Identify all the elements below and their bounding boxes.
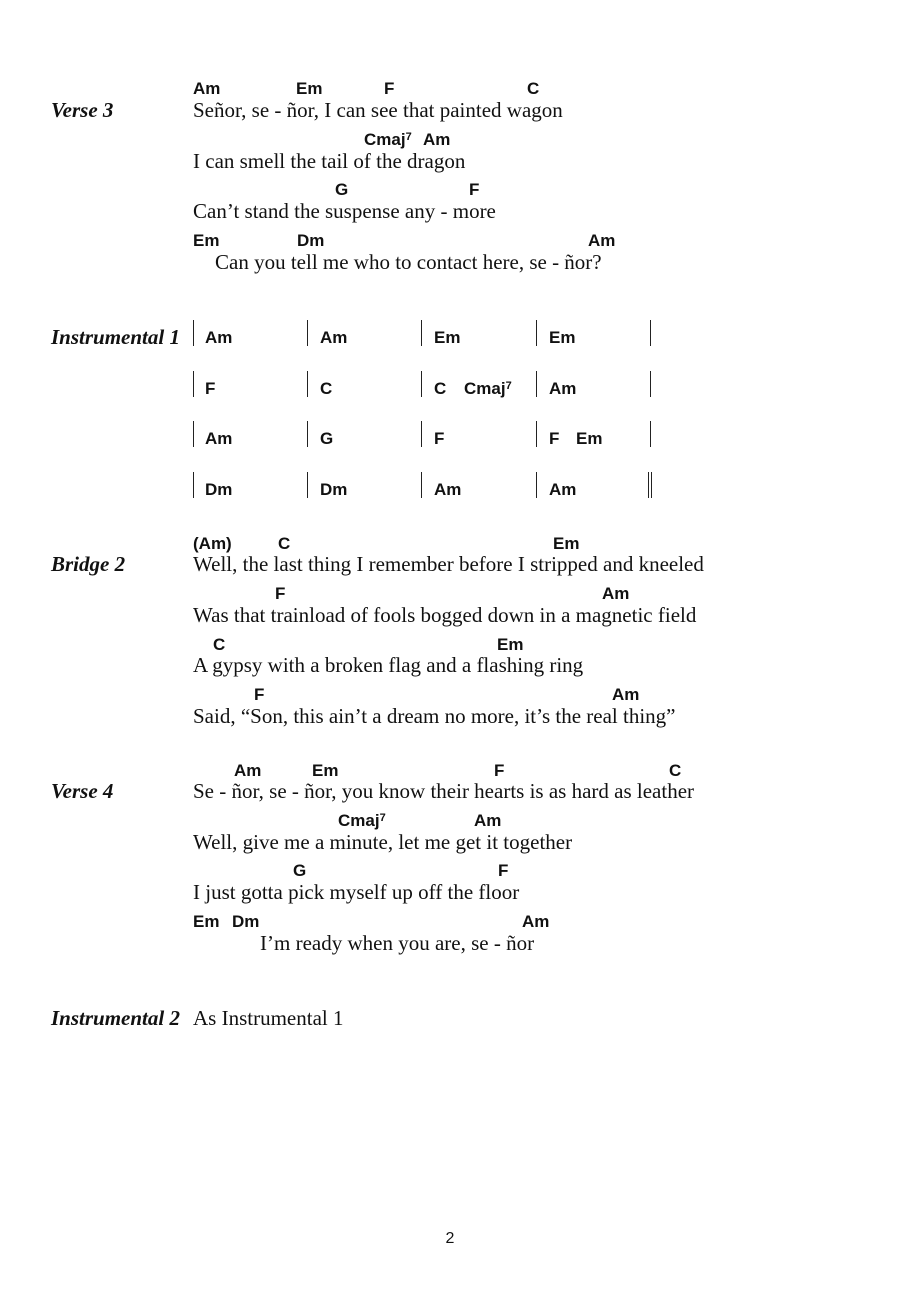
chord: Cmaj$^7$ [464, 379, 512, 398]
final-bar-line [648, 472, 649, 498]
chord: Em [434, 328, 461, 347]
bar-line [536, 421, 537, 447]
chord: Am [205, 429, 233, 448]
lyric-line: Can you tell me who to contact here, se - ñor? [215, 250, 602, 274]
chord: Em [296, 79, 323, 98]
chord: Em [576, 429, 603, 448]
chord: C [213, 635, 226, 654]
bar-line [421, 320, 422, 346]
chord: F [205, 379, 216, 398]
chord: Am [549, 480, 577, 499]
chord: Cmaj$^7$ [338, 811, 386, 830]
chord: Em [193, 912, 220, 931]
bar-line [536, 371, 537, 397]
chord: Am [320, 328, 348, 347]
chord: F [469, 180, 480, 199]
chord: F [434, 429, 445, 448]
chord: Am [423, 130, 451, 149]
lyric-line: I’m ready when you are, se - ñor [260, 931, 535, 955]
chord: Em [193, 231, 220, 250]
bar-line [421, 421, 422, 447]
bar-line [536, 472, 537, 498]
chord: F [275, 584, 286, 603]
chord: Am [205, 328, 233, 347]
lyric-line: Se - ñor, se - ñor, you know their hearts is as hard as leather [193, 779, 695, 803]
lyric-line: Well, the last thing I remember before I stripped and kneeled [193, 552, 704, 576]
chord: Am [474, 811, 502, 830]
section-label-verse-3: Verse 3 [51, 98, 114, 122]
lyric-line: Señor, se - ñor, I can see that painted wagon [193, 98, 563, 122]
chord: Em [497, 635, 524, 654]
chord: Am [612, 685, 640, 704]
bar-line [650, 371, 651, 397]
bar-line [307, 371, 308, 397]
lyric-line: Was that trainload of fools bogged down in a magnetic field [193, 603, 697, 627]
chord: F [494, 761, 505, 780]
bar-line [193, 320, 194, 346]
bar-line [421, 371, 422, 397]
bar-line [307, 421, 308, 447]
section-label-bridge-2: Bridge 2 [51, 552, 126, 576]
chord: C [527, 79, 540, 98]
instrumental-2-note: As Instrumental 1 [193, 1006, 344, 1030]
section-label-verse-4: Verse 4 [51, 779, 114, 803]
lyric-line: I can smell the tail of the dragon [193, 149, 466, 173]
chord: G [335, 180, 349, 199]
chord: C [320, 379, 333, 398]
bar-line [650, 421, 651, 447]
chord: Am [522, 912, 550, 931]
page-number: 2 [445, 1230, 455, 1247]
chord: F [498, 861, 509, 880]
chord: F [254, 685, 265, 704]
bar-line [193, 421, 194, 447]
chord: Cmaj$^7$ [364, 130, 412, 149]
chord: G [320, 429, 334, 448]
chord: C [278, 534, 291, 553]
chord: Am [234, 761, 262, 780]
chord: F [384, 79, 395, 98]
chord: Dm [297, 231, 325, 250]
chord: Dm [205, 480, 233, 499]
chord: G [293, 861, 307, 880]
chord: F [549, 429, 560, 448]
bar-line [193, 472, 194, 498]
section-label-instrumental-1: Instrumental 1 [51, 325, 180, 349]
lyric-line: A gypsy with a broken flag and a flashing ring [193, 653, 584, 677]
bar-line [193, 371, 194, 397]
chord: Am [602, 584, 630, 603]
chord: (Am) [193, 534, 232, 553]
chord: C [669, 761, 682, 780]
lyric-line: Can’t stand the suspense any - more [193, 199, 496, 223]
chord: C [434, 379, 447, 398]
lyric-line: I just gotta pick myself up off the floor [193, 880, 520, 904]
chord: Em [553, 534, 580, 553]
chord: Em [549, 328, 576, 347]
lyric-line: Well, give me a minute, let me get it together [193, 830, 573, 854]
chord: Am [549, 379, 577, 398]
chord: Am [193, 79, 221, 98]
bar-line [650, 320, 651, 346]
chord: Dm [320, 480, 348, 499]
chord: Am [588, 231, 616, 250]
chord: Em [312, 761, 339, 780]
lyric-line: Said, “Son, this ain’t a dream no more, it’s the real thing” [193, 704, 676, 728]
bar-line [421, 472, 422, 498]
section-label-instrumental-2: Instrumental 2 [51, 1006, 180, 1030]
bar-line [536, 320, 537, 346]
chord: Dm [232, 912, 260, 931]
bar-line [307, 472, 308, 498]
chord: Am [434, 480, 462, 499]
bar-line [307, 320, 308, 346]
